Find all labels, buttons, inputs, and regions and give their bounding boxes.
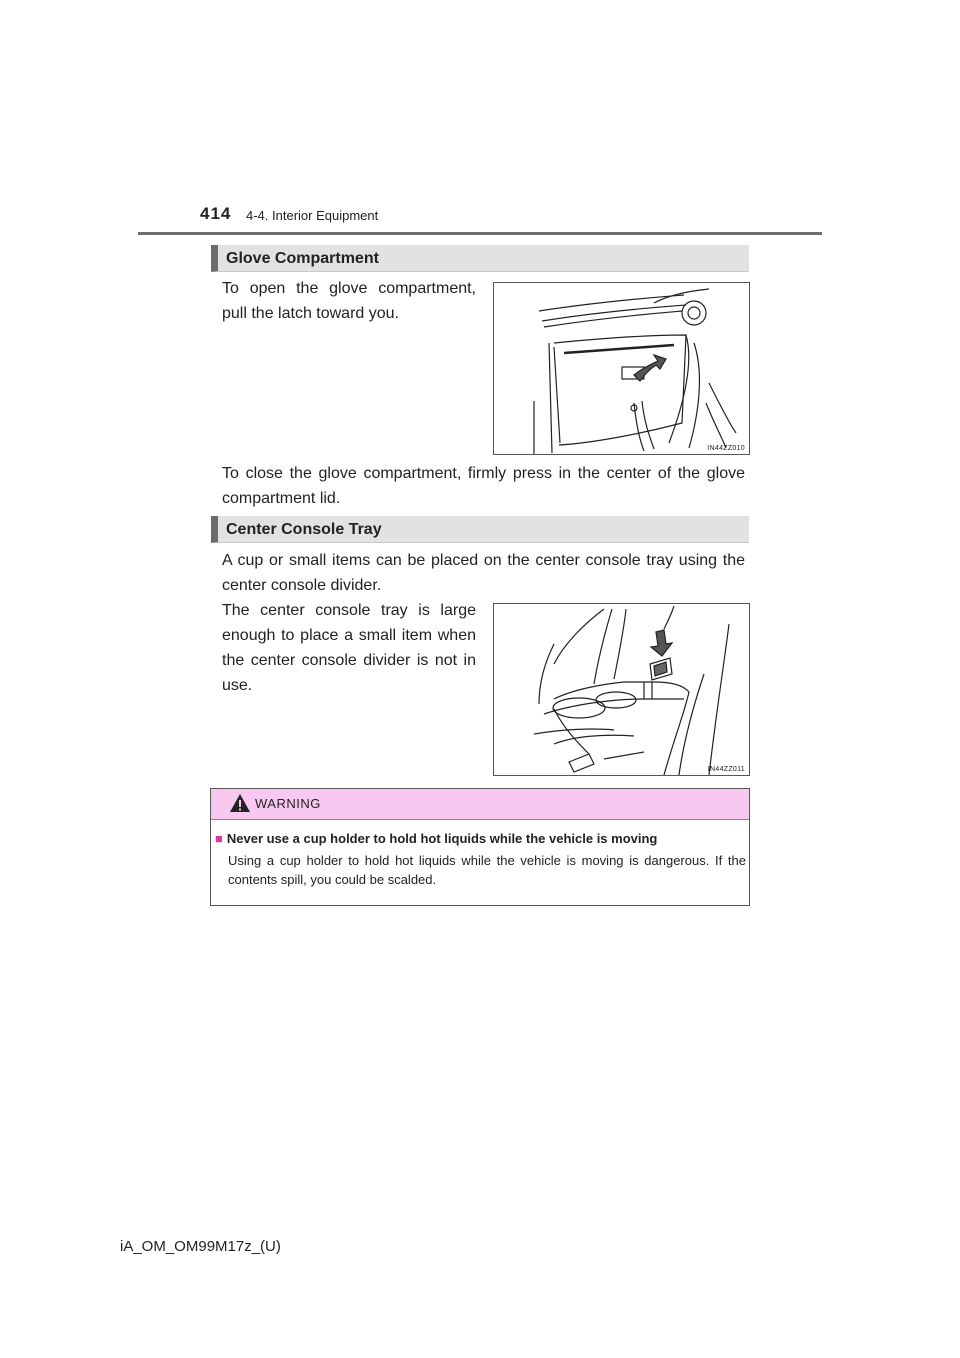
page-number: 414 bbox=[200, 204, 232, 223]
console-figure bbox=[493, 603, 750, 776]
glove-close-text: To close the glove compartment, firmly press in the center of the glove compartment lid. bbox=[222, 465, 745, 507]
warning-triangle-icon bbox=[229, 792, 251, 814]
glove-open-text: To open the glove compartment, pull the latch toward you. bbox=[222, 280, 476, 322]
section-heading-glove: Glove Compartment bbox=[211, 245, 749, 272]
console-tray-text: The center console tray is large enough to place a small item when the center console divider is not in use. bbox=[222, 602, 476, 694]
warning-heading bbox=[215, 831, 657, 846]
warning-heading-text: Never use a cup holder to hold hot liquids while the vehicle is moving bbox=[226, 831, 658, 846]
document-code: iA_OM_OM99M17z_(U) bbox=[120, 1238, 281, 1255]
warning-bar bbox=[211, 789, 749, 820]
warning-box bbox=[210, 788, 750, 906]
bullet-square-icon: ■ bbox=[215, 831, 223, 846]
glove-compartment-illustration bbox=[494, 283, 749, 454]
header-rule bbox=[138, 232, 822, 235]
glove-figure bbox=[493, 282, 750, 455]
warning-body: Using a cup holder to hold hot liquids while the vehicle is moving is dangerous. If the contents spill, you could be scalded. bbox=[228, 853, 746, 887]
figure-code: IN44ZZ010 bbox=[707, 445, 745, 452]
figure-code: IN44ZZ011 bbox=[707, 766, 745, 773]
section-heading-console: Center Console Tray bbox=[211, 516, 749, 543]
center-console-illustration bbox=[494, 604, 749, 775]
console-intro-text: A cup or small items can be placed on the center console tray using the center console divider. bbox=[222, 552, 745, 594]
chapter-title: 4-4. Interior Equipment bbox=[246, 208, 379, 223]
warning-title: WARNING bbox=[255, 796, 321, 811]
